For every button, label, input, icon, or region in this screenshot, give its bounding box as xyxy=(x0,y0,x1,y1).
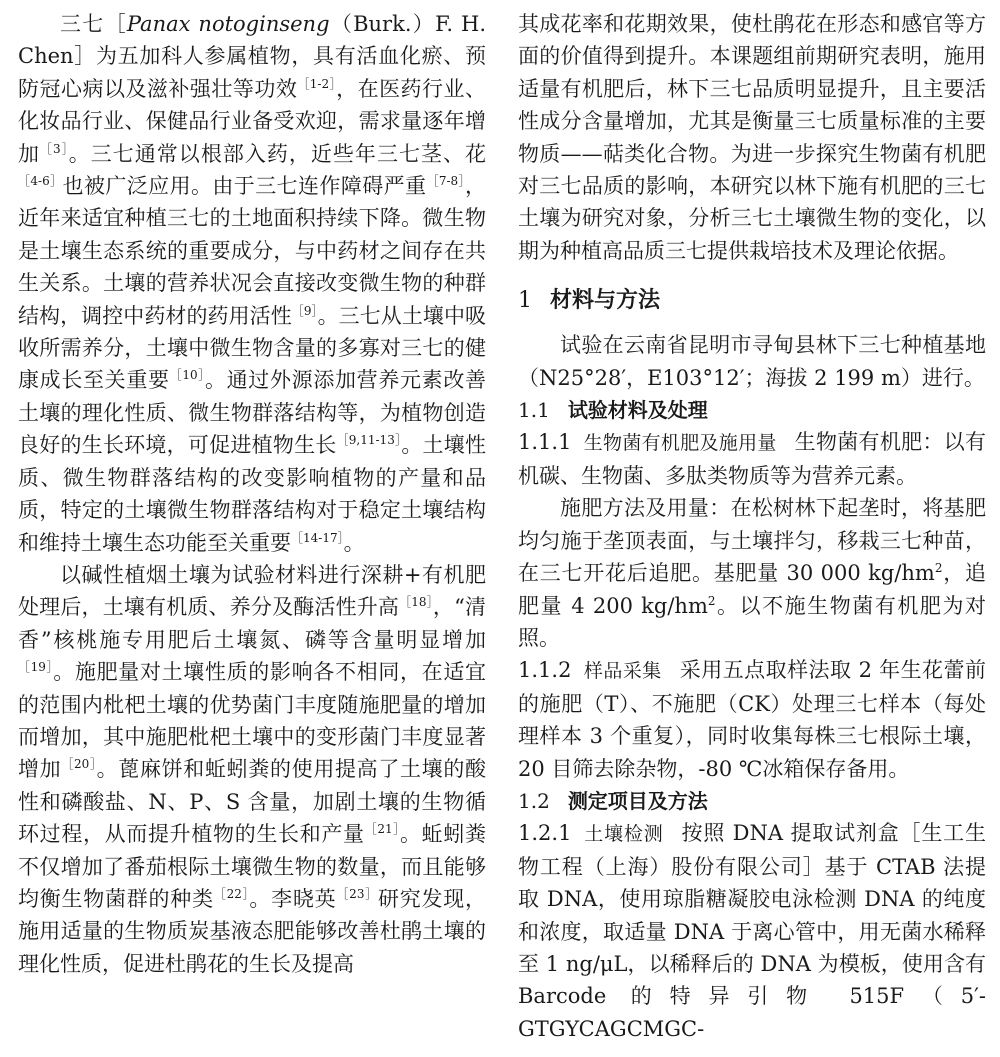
text-span: 。土壤性质、微生物群落结构的改变影响植物的产量和品质，特定的土壤微生物群落结构对于稳定土壤结构和维持土壤生态功能至关重要 xyxy=(18,433,487,555)
citation-ref: ［21］ xyxy=(364,822,400,837)
superscript: 2 xyxy=(934,561,943,576)
right-column xyxy=(518,8,986,1045)
section-title: 测定项目及方法 xyxy=(567,788,708,813)
intro-paragraph-2 xyxy=(18,559,486,980)
citation-ref: ［3］ xyxy=(40,141,69,156)
section-title: 土壤检测 xyxy=(583,823,664,846)
citation-ref: ［7-8］ xyxy=(426,174,465,189)
section-number: 1.1.1 xyxy=(518,430,572,455)
text-span: 。三七从土壤中吸收所需养分，土壤中微生物含量的多寡对三七的健康成长至关重要 xyxy=(18,303,487,393)
citation-ref: ［10］ xyxy=(169,368,205,383)
latin-name: Panax notoginseng xyxy=(126,12,330,36)
citation-ref: ［4-6］ xyxy=(18,174,63,189)
section-heading-1 xyxy=(518,285,986,317)
section-title: 试验材料及处理 xyxy=(567,398,708,423)
application-paragraph xyxy=(518,492,986,654)
citation-ref: ［22］ xyxy=(213,886,250,901)
text-span: 。通过外源添加营养元素改善土壤的理化性质、微生物群落结构等，为植物创造良好的生长环境，可促进植物生长 xyxy=(18,368,486,458)
text-span: ，在医药行业、化妆品行业、保健品行业备受欢迎，需求量逐年增加 xyxy=(18,76,487,166)
intro-paragraph-3: 其成花率和花期效果，使杜鹃花在形态和感官等方面的价值得到提升。本课题组前期研究表明，施用适量有机肥后，林下三七品质明显提升，且主要活性成分含量增加，尤其是衡量三七质量标准的主要物质——萜类化合物。为进一步探究生物菌有机肥对三七品质的影响，本研究以林下施有机肥的三七土壤为研究对象，分析三七土壤微生物的变化，以期为种植高品质三七提供栽培技术及理论依据。 xyxy=(518,12,986,263)
text-span: 采用五点取样法取 2 年生花蕾前的施肥（T）、不施肥（CK）处理三七样本（每处理样本 3 个重复），同时收集每株三七根际土壤，20 目筛去除杂物，-80 ℃冰箱保存备用。 xyxy=(518,658,986,781)
left-column xyxy=(18,8,486,980)
subsection-heading-1-2 xyxy=(518,785,986,817)
citation-ref: ［9,11-13］ xyxy=(336,433,402,448)
text-span: ，近年来适宜种植三七的土地面积持续下降。微生物是土壤生态系统的重要成分，与中药材之间存在共生关系。土壤的营养状况会直接改变微生物的种群结构，调控中药材的药用活性 xyxy=(18,174,486,328)
citation-ref: ［1-2］ xyxy=(297,76,337,91)
fertilizer-paragraph xyxy=(518,426,986,492)
citation-ref: ［23］ xyxy=(336,886,378,901)
section-title: 材料与方法 xyxy=(550,288,661,314)
text-span: 。李晓英 xyxy=(249,886,337,911)
section-title: 样品采集 xyxy=(583,660,662,683)
text-span: 施肥方法及用量：在松树林下起垄时，将基肥均匀施于垄顶表面，与土壤拌匀，移栽三七种苗，在三七开花后追肥。基肥量 30 000 kg/hm xyxy=(518,496,986,586)
text-span: 。三七通常以根部入药，近些年三七茎、花 xyxy=(68,141,487,166)
superscript: 2 xyxy=(707,593,716,608)
text-span: 。以不施生物菌有机肥为对照。 xyxy=(518,593,986,650)
citation-ref: ［19］ xyxy=(18,660,54,675)
section-number: 1.2.1 xyxy=(518,821,572,846)
citation-ref: ［14-17］ xyxy=(291,530,344,545)
site-paragraph: 试验在云南省昆明市寻甸县林下三七种植基地（N25°28′，E103°12′；海拔 2 199 m）进行。 xyxy=(518,333,986,390)
citation-ref: ［20］ xyxy=(61,757,97,772)
citation-ref: ［18］ xyxy=(399,595,433,610)
text-span: 。蓖麻饼和蚯蚓粪的使用提高了土壤的酸性和磷酸盐、N、P、S 含量，加剧土壤的生物循环过程，从而提升植物的生长和产量 xyxy=(18,757,486,847)
citation-ref: ［9］ xyxy=(291,303,318,318)
text-span: 生物菌有机肥：以有机碳、生物菌、多肽类物质等为营养元素。 xyxy=(518,430,986,488)
text-span: 。施肥量对土壤性质的影响各不相同，在适宜的范围内枇杷土壤的优势菌门丰度随施肥量的增加而增加，其中施肥枇杷土壤中的变形菌门丰度显著增加 xyxy=(18,660,486,782)
text-span: 。 xyxy=(343,530,365,555)
intro-paragraph-1 xyxy=(18,8,486,559)
text-span: ，“清香”核桃施专用肥后土壤氮、磷等含量明显增加 xyxy=(18,595,486,652)
text-span: 也被广泛应用。由于三七连作障碍严重 xyxy=(62,174,427,199)
text-span: 研究发现，施用适量的生物质炭基液态肥能够改善杜鹃土壤的理化性质，促进杜鹃花的生长及提高 xyxy=(18,886,487,976)
text-span: 三七［ xyxy=(60,12,127,36)
section-title: 生物菌有机肥及施用量 xyxy=(583,432,777,455)
text-span: 以碱性植烟土壤为试验材料进行深耕+有机肥处理后，土壤有机质、养分及酶活性升高 xyxy=(18,562,486,620)
text-span: （Burk.）F. H. Chen］为五加科人参属植物，具有活血化瘀、预防冠心病以及滋补强壮等功效 xyxy=(18,12,486,101)
sampling-paragraph xyxy=(518,654,986,785)
text-span: 按照 DNA 提取试剂盒［生工生物工程（上海）股份有限公司］基于 CTAB 法提取 DNA，使用琼脂糖凝胶电泳检测 DNA 的纯度和浓度，取适量 DNA 于离心管中，用无菌水稀释至 1 ng/μL，以稀释后的 DNA 为模板，使用含有 Barcode 的特异引物 515F（5′-GTGYCAGCMGC- xyxy=(518,821,986,1041)
soil-test-paragraph xyxy=(518,817,986,1045)
section-number: 1.1.2 xyxy=(518,658,572,683)
section-number: 1 xyxy=(518,288,532,314)
section-number: 1.1 xyxy=(518,398,550,423)
section-number: 1.2 xyxy=(518,788,550,813)
text-span: 。蚯蚓粪不仅增加了番茄根际土壤微生物的数量，而且能够均衡生物菌群的种类 xyxy=(18,822,486,911)
subsection-heading-1-1 xyxy=(518,394,986,426)
text-span: ，追肥量 4 200 kg/hm xyxy=(518,561,986,618)
